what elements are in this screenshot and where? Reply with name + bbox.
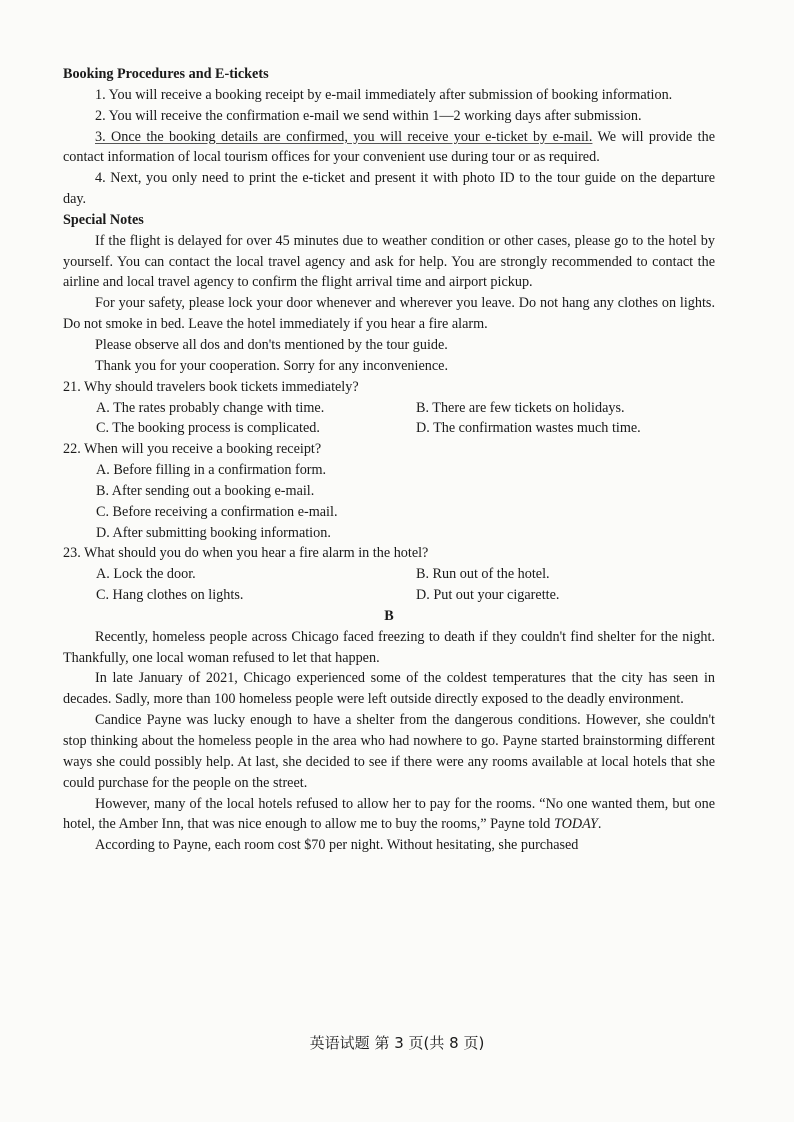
booking-step-4: 4. Next, you only need to print the e-ticket and present it with photo ID to the tour guide on the departure day.: [63, 170, 715, 208]
booking-heading: Booking Procedures and E-tickets: [63, 66, 269, 82]
question-22-option-c: C. Before receiving a confirmation e-mail.: [96, 503, 338, 520]
question-21-options-row-2: [63, 418, 715, 439]
special-note-2: For your safety, please lock your door whenever and wherever you leave. Do not hang any clothes on lights. Do not smoke in bed. Leave the hotel immediately if you hear a fire alarm.: [63, 295, 715, 333]
special-note-4: Thank you for your cooperation. Sorry for any inconvenience.: [95, 357, 448, 374]
question-23-option-b: B. Run out of the hotel.: [416, 566, 550, 583]
booking-step-1: 1. You will receive a booking receipt by e-mail immediately after submission of booking information.: [95, 86, 673, 103]
booking-step-3: [63, 127, 715, 169]
question-22-option-d: D. After submitting booking information.: [96, 524, 331, 541]
passage-b-paragraph-1: Recently, homeless people across Chicago faced freezing to death if they couldn't find shelter for the night. Thankfully, one local woman refused to let that happen.: [63, 628, 715, 666]
question-21-option-c: C. The booking process is complicated.: [96, 420, 320, 437]
passage-b-paragraph-3: Candice Payne was lucky enough to have a shelter from the dangerous conditions. However, she couldn't stop thinking about the homeless people in the area who had nowhere to go. Payne started brainstorming different ways she could possibly help. At last, she decided to see if there were any rooms available at local hotels that she could purchase for the people on the street.: [63, 712, 715, 791]
booking-step-3-rest: We will provide the contact information of local tourism offices for your convenient use during tour or as required.: [63, 128, 715, 166]
passage-b-today-italic: TODAY: [553, 816, 598, 833]
question-21-option-b: B. There are few tickets on holidays.: [416, 399, 625, 416]
question-23-options-row-2: [63, 585, 715, 606]
question-23-option-a: A. Lock the door.: [96, 566, 196, 583]
question-23-stem: 23. What should you do when you hear a fire alarm in the hotel?: [63, 545, 429, 562]
question-21-options-row-1: [63, 398, 715, 419]
passage-b-paragraph-4-main: However, many of the local hotels refused to allow her to pay for the rooms. “No one wanted them, but one hotel, the Amber Inn, that was nice enough to allow me to buy the rooms,” Payne told: [63, 795, 715, 833]
passage-b-paragraph-4-end: .: [597, 816, 602, 833]
booking-step-3-underlined: 3. Once the booking details are confirmed, you will receive your e-ticket by e-mail.: [95, 128, 593, 145]
question-23-option-c: C. Hang clothes on lights.: [96, 587, 244, 604]
passage-b-paragraph-2: In late January of 2021, Chicago experienced some of the coldest temperatures that the city has seen in decades. Sadly, more than 100 homeless people were left outside directly exposed to the deadly environment.: [63, 670, 715, 708]
booking-step-2: 2. You will receive the confirmation e-mail we send within 1—2 working days after submission.: [95, 107, 642, 124]
passage-b-paragraph-4: [63, 794, 715, 836]
special-notes-heading: Special Notes: [63, 211, 144, 228]
question-22-option-b: B. After sending out a booking e-mail.: [96, 482, 315, 499]
question-22-option-a: A. Before filling in a confirmation form.: [96, 462, 327, 479]
document-page: [63, 64, 715, 856]
question-21-option-d: D. The confirmation wastes much time.: [416, 420, 641, 437]
passage-b-letter: B: [384, 607, 394, 624]
special-note-3: Please observe all dos and don'ts mentioned by the tour guide.: [95, 336, 448, 353]
question-21-option-a: A. The rates probably change with time.: [96, 399, 325, 416]
question-23-options-row-1: [63, 564, 715, 585]
question-23-option-d: D. Put out your cigarette.: [416, 587, 560, 604]
question-22-stem: 22. When will you receive a booking receipt?: [63, 441, 322, 458]
special-note-1: If the flight is delayed for over 45 minutes due to weather condition or other cases, please go to the hotel by yourself. You can contact the local travel agency and ask for help. You are strongly recommended to contact the airline and local travel agency to confirm the flight arrival time and airport pickup.: [63, 232, 715, 291]
passage-b-paragraph-5: According to Payne, each room cost $70 per night. Without hesitating, she purchased: [95, 837, 579, 854]
question-21-stem: 21. Why should travelers book tickets immediately?: [63, 378, 359, 395]
page-footer: 英语试题 第 3 页(共 8 页): [309, 1034, 485, 1052]
